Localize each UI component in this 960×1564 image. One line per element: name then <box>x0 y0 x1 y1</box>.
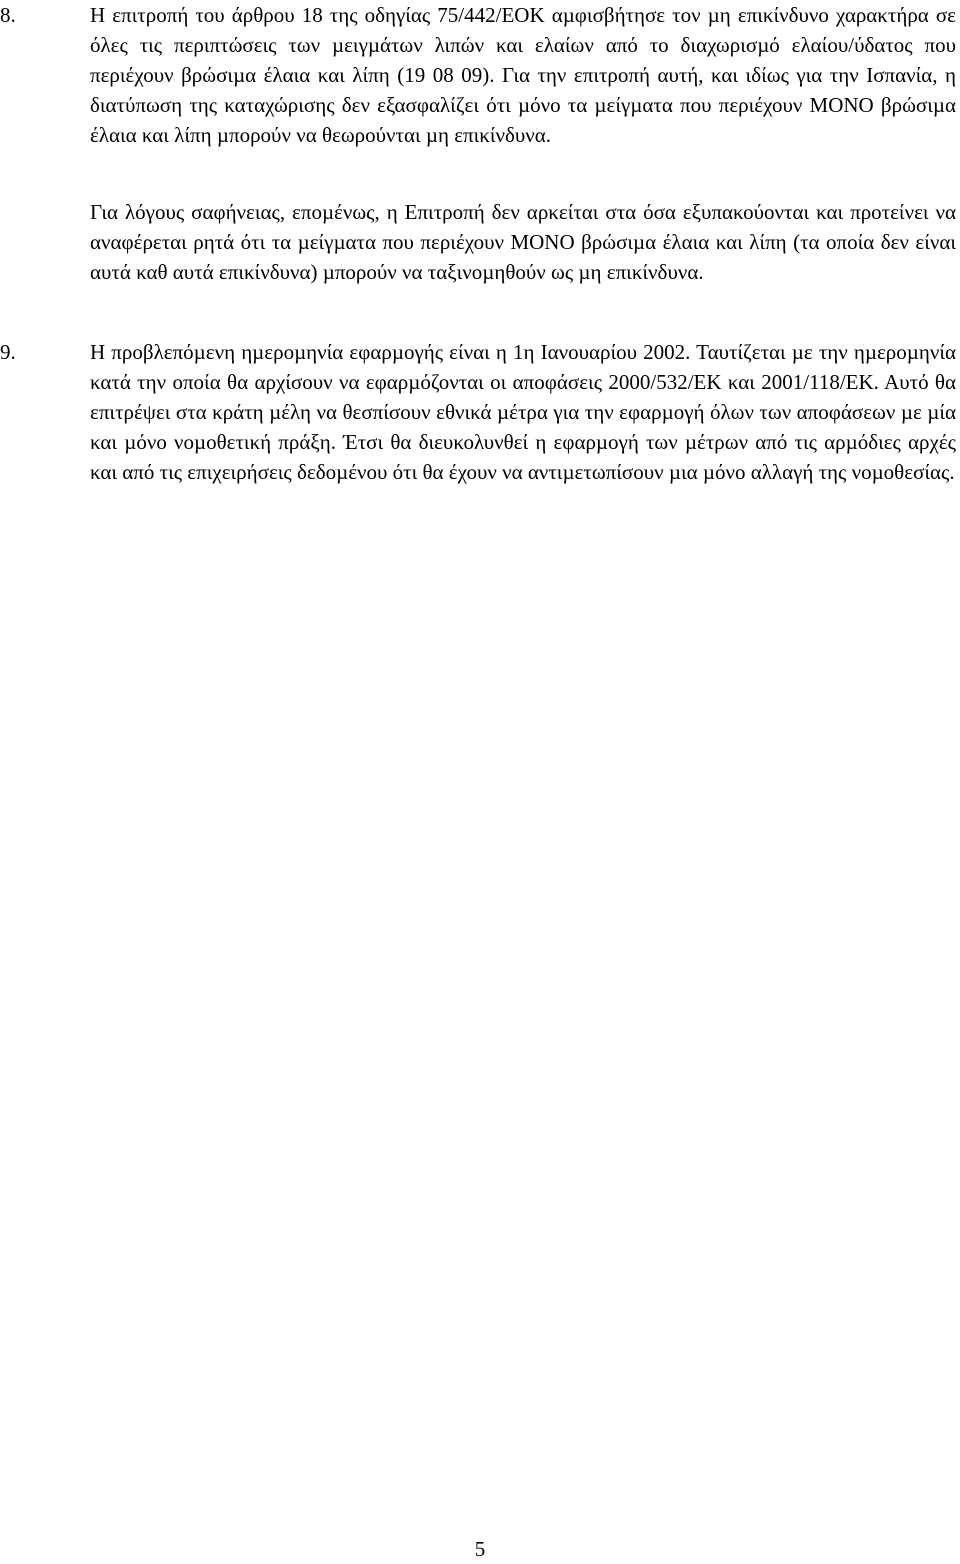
item-number: 8. <box>0 3 16 27</box>
page-number: 5 <box>474 1537 486 1561</box>
item-8-paragraph-2: Για λόγους σαφήνειας, εποµένως, η Επιτροπή δεν αρκείται στα όσα εξυπακούονται και προτείνει να αναφέρεται ρητά ότι τα µείγµατα που περιέχουν ΜΟΝΟ βρώσιµα έλαια και λίπη (τα οποία δεν είναι αυτά καθ αυτά επικίνδυνα) µπορούν να ταξινοµηθούν ως µη επικίνδυνα. <box>90 200 956 284</box>
item-8-paragraph-1: Η επιτροπή του άρθρου 18 της οδηγίας 75/442/ΕΟΚ αµφισβήτησε τον µη επικίνδυνο χαρακτήρα σε όλες τις περιπτώσεις των µειγµάτων λιπών και ελαίων από το διαχωρισµό ελαίου/ύδατος που περιέχουν βρώσιµα έλαια και λίπη (19 08 09). Για την επιτροπή αυτή, και ιδίως για την Ισπανία, η διατύπωση της καταχώρισης δεν εξασφαλίζει ότι µόνο τα µείγµατα που περιέχουν ΜΟΝΟ βρώσιµα έλαια και λίπη µπορούν να θεωρούνται µη επικίνδυνα. <box>90 3 956 147</box>
item-9-paragraph-1: Η προβλεπόµενη ηµεροµηνία εφαρµογής είναι η 1η Ιανουαρίου 2002. Ταυτίζεται µε την ηµεροµηνία κατά την οποία θα αρχίσουν να εφαρµόζονται οι αποφάσεις 2000/532/ΕΚ και 2001/118/ΕΚ. Αυτό θα επιτρέψει στα κράτη µέλη να θεσπίσουν εθνικά µέτρα για την εφαρµογή όλων των αποφάσεων µε µία και µόνο νοµοθετική πράξη. Έτσι θα διευκολυνθεί η εφαρµογή των µέτρων από τις αρµόδιες αρχές και από τις επιχειρήσεις δεδοµένου ότι θα έχουν να αντιµετωπίσουν µια µόνο αλλαγή της νοµοθεσίας. <box>90 340 956 484</box>
item-number: 9. <box>0 340 16 364</box>
